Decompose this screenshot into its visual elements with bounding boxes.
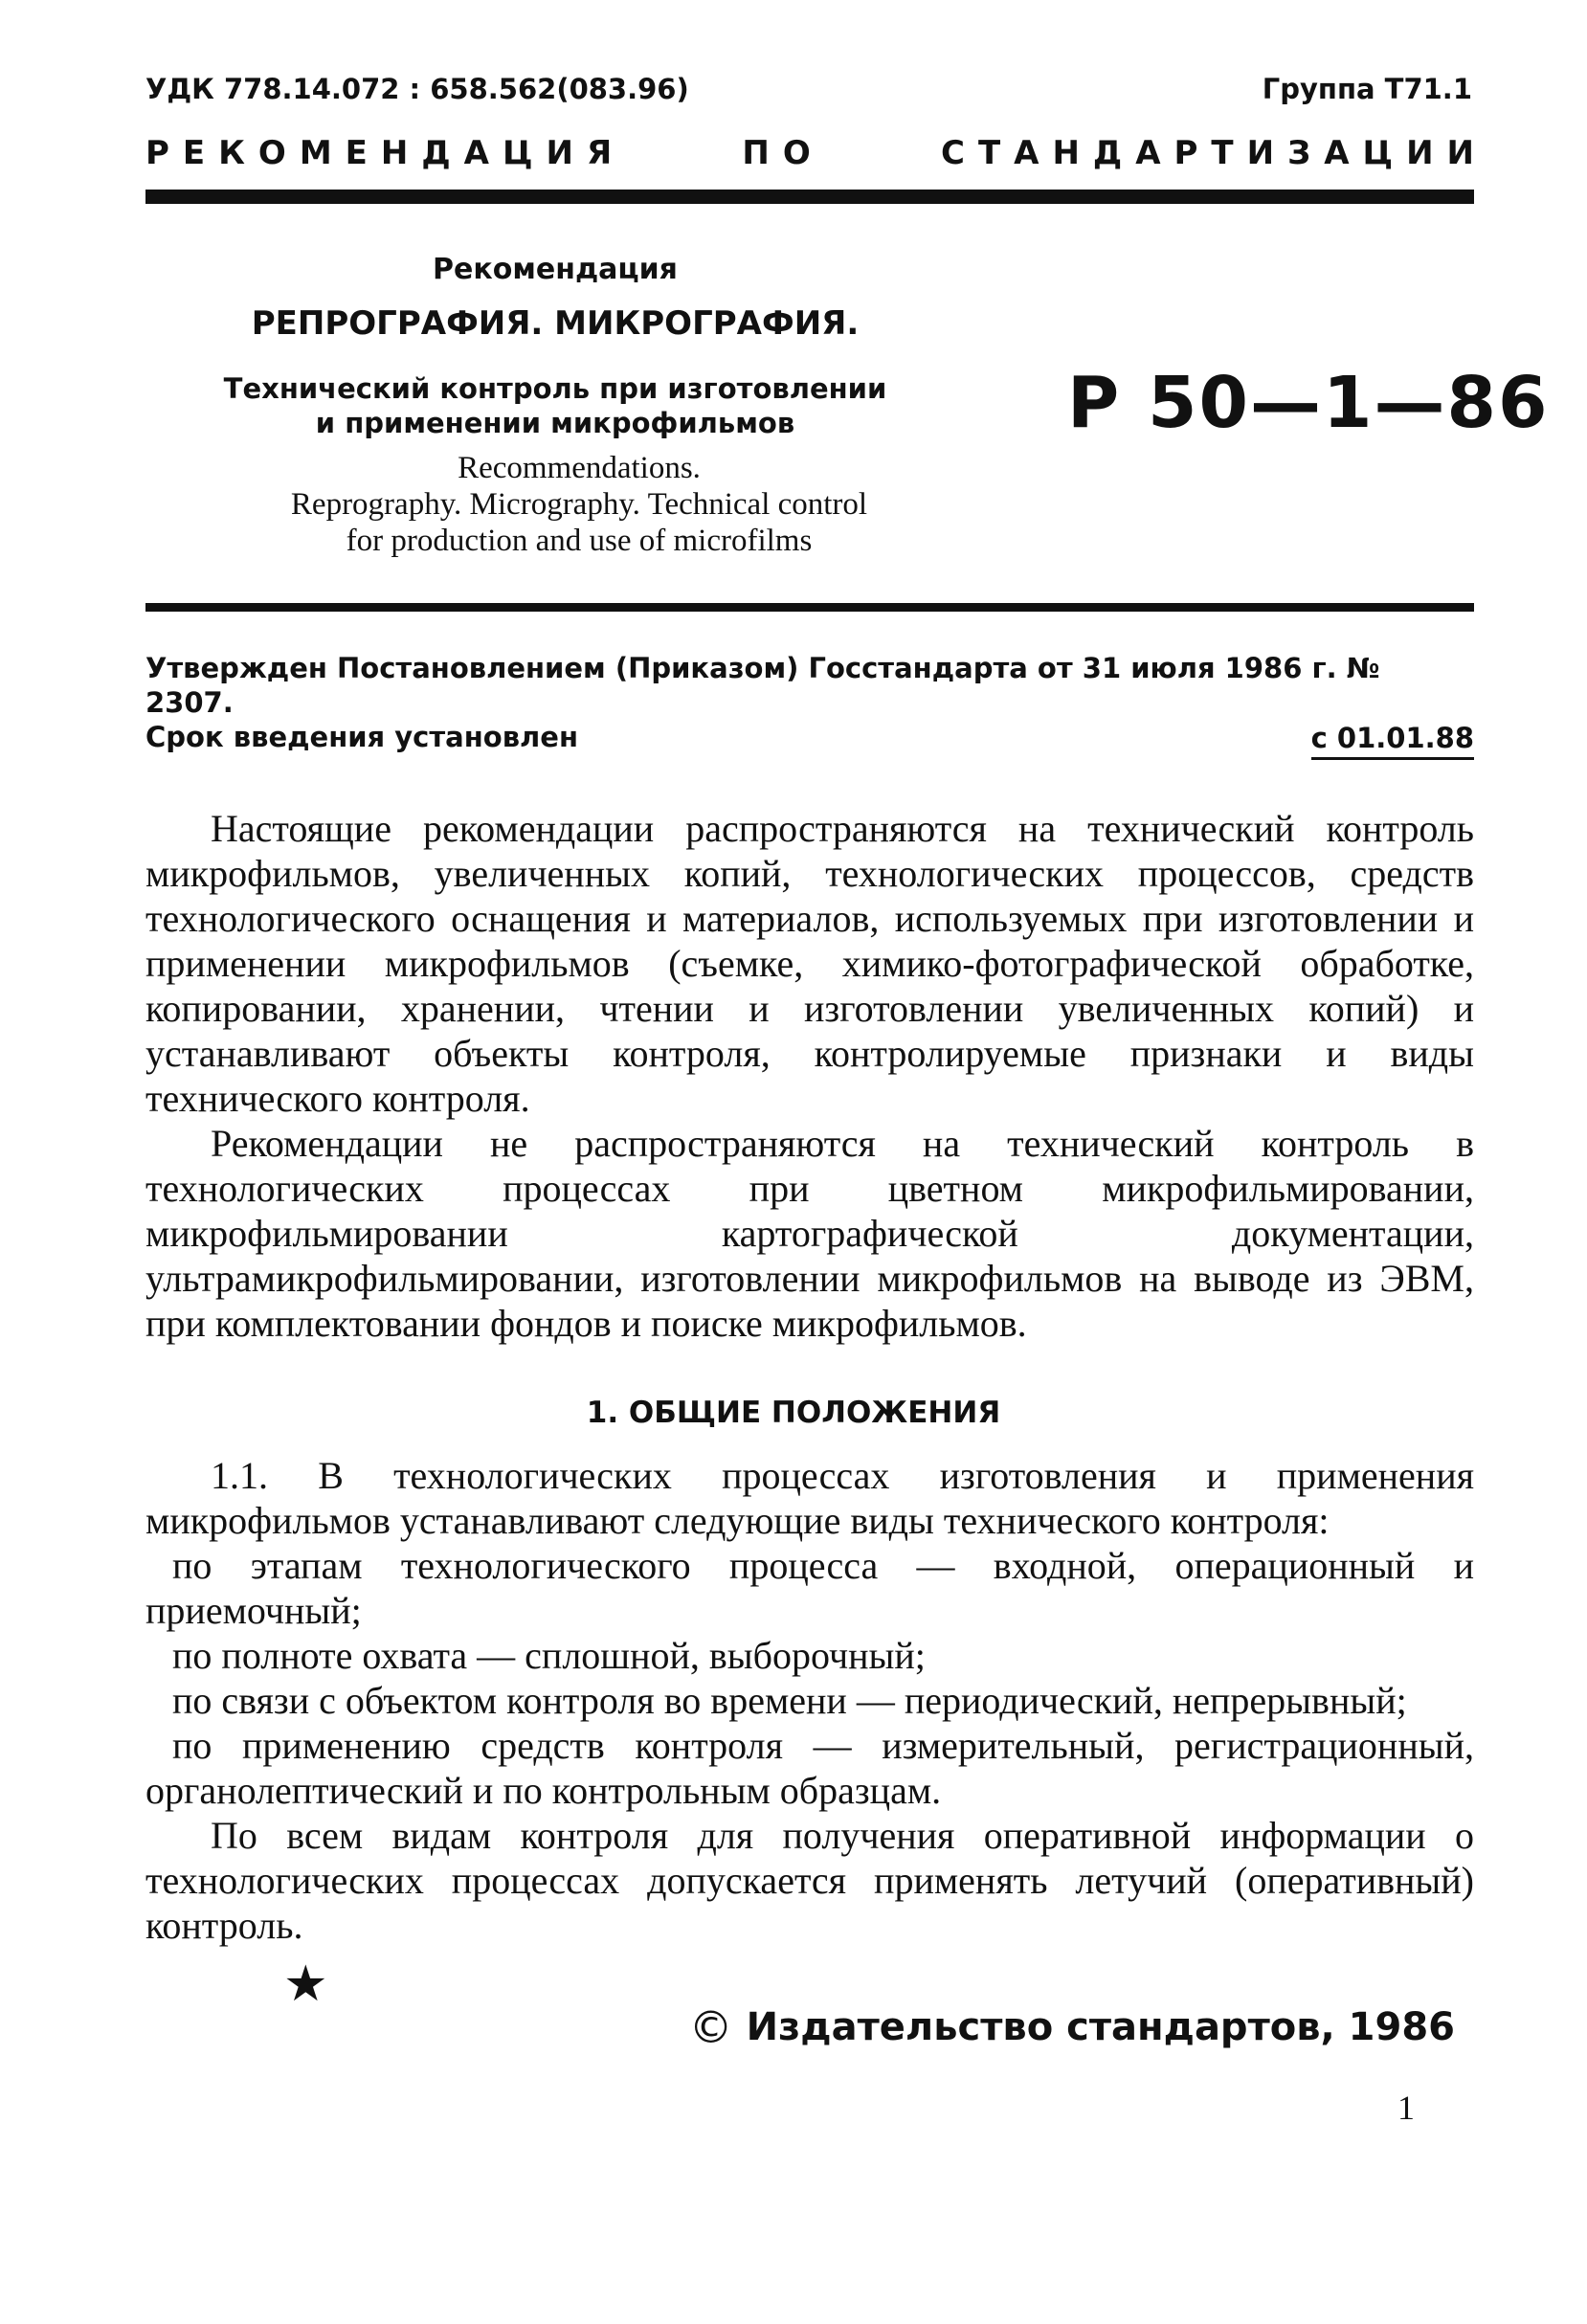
english-title-line: Recommendations. [458, 451, 701, 485]
document-kind: Рекомендация [433, 253, 678, 286]
list-item: по применению средств контроля — измерительный, регистрационный, органолептический и по контрольным образцам. [145, 1724, 1474, 1812]
intro-label: Срок введения установлен [145, 721, 579, 753]
english-title-line: Reprography. Micrography. Technical control [290, 487, 868, 522]
list-item: по этапам технологического процесса — входной, операционный и приемочный; [145, 1544, 1474, 1632]
closing-paragraph: По всем видам контроля для получения оперативной информации о технологических процессах допускается применять летучий (оперативный) контроль. [145, 1814, 1474, 1947]
intro-section [145, 806, 1474, 1346]
publisher-text: Издательство стандартов, 1986 [746, 2005, 1455, 2049]
section-heading: 1. ОБЩИЕ ПОЛОЖЕНИЯ [586, 1396, 1001, 1430]
approval-text: Утвержден Постановлением (Приказом) Госстандарта от 31 июля 1986 г. № 2307. [145, 652, 1380, 719]
publisher-line [689, 2001, 1455, 2053]
english-title [191, 450, 967, 559]
document-subtitle [191, 371, 919, 440]
top-rule [145, 190, 1474, 204]
clause-text: 1.1. В технологических процессах изготовления и применения микрофильмов устанавливают следующие виды технического контроля: [145, 1454, 1474, 1542]
document-code: Р 50—1—86 [1067, 362, 1550, 444]
intro-date: с 01.01.88 [1311, 722, 1474, 760]
subtitle-line: Технический контроль при изготовлении [223, 372, 887, 405]
series-word: РЕКОМЕНДАЦИЯ [145, 134, 626, 172]
subtitle-line: и применении микрофильмов [315, 407, 795, 439]
series-word: СТАНДАРТИЗАЦИИ [941, 134, 1487, 172]
series-banner [145, 134, 1487, 172]
approval-block [145, 651, 1474, 754]
middle-rule [145, 603, 1474, 612]
list-item: по полноте охвата — сплошной, выборочный; [172, 1634, 926, 1677]
page-number: 1 [1397, 2089, 1415, 2127]
english-title-line: for production and use of microfilms [346, 524, 813, 558]
udk-code: УДК 778.14.072 : 658.562(083.96) [145, 73, 689, 105]
star-icon: ★ [283, 1957, 328, 2012]
group-code: Группа Т71.1 [1262, 73, 1472, 105]
copyright-icon: © [688, 2001, 733, 2053]
document-title: РЕПРОГРАФИЯ. МИКРОГРАФИЯ. [251, 304, 860, 343]
intro-paragraph: Рекомендации не распространяются на технический контроль в технологических процессах при цветном микрофильмировании, микрофильмировании картографической документации, ультрамикрофильмировании, изготовлении микрофильмов на выводе из ЭВМ, при комплектовании фондов и поиске микрофильмов. [145, 1122, 1474, 1345]
intro-paragraph: Настоящие рекомендации распространяются на технический контроль микрофильмов, увеличенных копий, технологических процессов, средств технологического оснащения и материалов, используемых при изготовлении и применении микрофильмов (съемке, химико-фотографической обработке, копировании, хранении, чтении и изготовлении увеличенных копий) и устанавливают объекты контроля, контролируемые признаки и виды технического контроля. [145, 807, 1474, 1120]
series-word: ПО [742, 134, 824, 172]
list-item: по связи с объектом контроля во времени — периодический, непрерывный; [172, 1679, 1407, 1722]
section-body [145, 1453, 1474, 1948]
